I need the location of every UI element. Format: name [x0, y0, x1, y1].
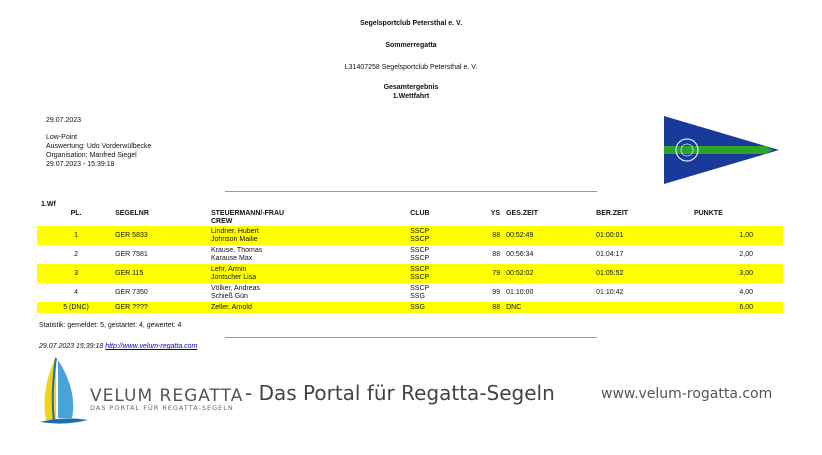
table-row	[37, 264, 783, 283]
table-row	[37, 302, 783, 313]
row-club-crew: SSCP	[410, 254, 430, 262]
row-club-crew: SSCP	[410, 235, 430, 243]
timestamp: 29.07.2023 - 15:39:18	[46, 161, 115, 168]
row-berzeit: 01:04:17	[596, 250, 624, 258]
row-ys: 88	[492, 250, 501, 258]
col-punkte: PUNKTE	[693, 210, 723, 217]
col-berzeit: BER.ZEIT	[596, 210, 629, 217]
row-helm: Lehr, Armin	[210, 265, 247, 273]
row-names	[211, 264, 410, 283]
footer-line	[39, 343, 197, 350]
row-crew: Johnson Mailie	[210, 235, 258, 243]
row-club	[410, 264, 471, 283]
row-club	[410, 226, 471, 245]
col-steuermann	[211, 210, 410, 226]
row-punkte: 2,00	[739, 250, 753, 258]
row-geszeit: 00:56:34	[506, 250, 534, 258]
row-club-helm: SSCP	[410, 265, 430, 273]
row-ys: 88	[471, 302, 506, 313]
regatta-id: L31407258 Segelsportclub Petersthal e. V.	[344, 64, 478, 71]
sail-logo-icon	[36, 354, 92, 426]
row-club-helm: SSCP	[410, 227, 430, 235]
row-club	[410, 245, 471, 264]
row-berzeit: 01:05:52	[596, 264, 694, 283]
col-club: CLUB	[410, 210, 430, 217]
col-ys: YS	[490, 210, 501, 217]
row-geszeit: 01:10:00	[506, 288, 534, 296]
row-segelnr: GER 7581	[115, 250, 148, 258]
table-header	[37, 210, 783, 226]
footer-link[interactable]: http://www.velum-regatta.com	[105, 343, 198, 350]
row-segelnr: GER 7350	[115, 288, 148, 296]
footer-timestamp: 29.07.2023 15:39:18	[39, 343, 104, 350]
club-title: Segelsportclub Petersthal e. V.	[359, 20, 463, 27]
row-pl: 3	[37, 264, 115, 283]
club-flag-logo	[661, 114, 781, 186]
row-names	[211, 226, 410, 245]
col-crew-label: CREW	[210, 218, 233, 225]
col-steuermann-label: STEUERMANN/-FRAU	[210, 210, 285, 217]
banner-website[interactable]: www.velum-rogatta.com	[601, 386, 773, 402]
statistics: Statistik: gemeldet: 5, gestartet: 4, gewertet: 4	[39, 322, 182, 329]
row-crew: Karause Max	[210, 254, 253, 262]
info-block	[46, 133, 151, 169]
report-date: 29.07.2023	[46, 117, 82, 124]
race-label: 1.Wf	[41, 201, 56, 208]
row-club	[410, 283, 471, 302]
organisation-by: Organisation: Manfred Siegel	[46, 152, 137, 159]
row-segelnr: GER ????	[115, 302, 211, 313]
brand-name: VELUM REGATTA	[90, 386, 244, 406]
row-punkte: 4,00	[739, 288, 753, 296]
col-geszeit: GES.ZEIT	[506, 210, 538, 217]
row-ys: 88	[471, 226, 506, 245]
regatta-title: Sommerregatta	[385, 42, 437, 49]
table-row	[37, 226, 783, 245]
row-club-helm: SSCP	[410, 246, 430, 254]
evaluation-by: Auswertung: Udo Vorderwülbecke	[46, 143, 152, 150]
row-crew: Jontscher Lisa	[210, 273, 257, 281]
row-club-crew: SSG	[410, 292, 425, 300]
row-pl: 4	[74, 288, 78, 296]
row-pl: 2	[74, 250, 78, 258]
row-berzeit: 01:00:01	[596, 226, 694, 245]
separator-top	[225, 191, 597, 192]
table-row	[37, 245, 783, 264]
row-helm: Krause, Thomas	[210, 246, 263, 254]
row-punkte: 3,00	[694, 264, 783, 283]
race-title: 1.Wettfahrt	[392, 93, 430, 100]
row-geszeit: 00:52:49	[506, 226, 596, 245]
row-helm: Völker, Andreas	[210, 284, 261, 292]
row-helm: Zeller, Arnold	[211, 302, 410, 313]
row-club-helm: SSG	[410, 302, 471, 313]
row-segelnr: GER 5833	[115, 226, 211, 245]
row-names	[211, 245, 410, 264]
results-table	[37, 210, 783, 313]
brand-subtitle: DAS PORTAL FÜR REGATTA-SEGELN	[90, 404, 234, 412]
row-club-helm: SSCP	[410, 284, 430, 292]
row-names	[211, 283, 410, 302]
row-berzeit	[596, 302, 694, 313]
row-segelnr: GER 115	[115, 264, 211, 283]
row-berzeit: 01:10:42	[596, 288, 624, 296]
row-helm: Lindner, Hubert	[210, 227, 259, 235]
separator-bottom	[225, 337, 597, 338]
result-title: Gesamtergebnis	[383, 84, 439, 91]
col-segelnr: SEGELNR	[115, 210, 149, 217]
row-pl: 1	[37, 226, 115, 245]
row-ys: 99	[492, 288, 501, 296]
row-ys: 79	[471, 264, 506, 283]
scoring-system: Low-Point	[46, 134, 78, 141]
row-geszeit: DNC	[506, 302, 596, 313]
row-pl: 5 (DNC)	[37, 302, 115, 313]
col-pl: PL.	[70, 210, 82, 217]
row-punkte: 1,00	[694, 226, 783, 245]
banner-tagline: - Das Portal für Regatta-Segeln	[245, 381, 555, 405]
table-row	[37, 283, 783, 302]
row-crew: Schieß Gün	[210, 292, 248, 300]
row-punkte: 6,00	[694, 302, 783, 313]
row-geszeit: 00:52:02	[506, 264, 596, 283]
row-club-crew: SSCP	[410, 273, 430, 281]
